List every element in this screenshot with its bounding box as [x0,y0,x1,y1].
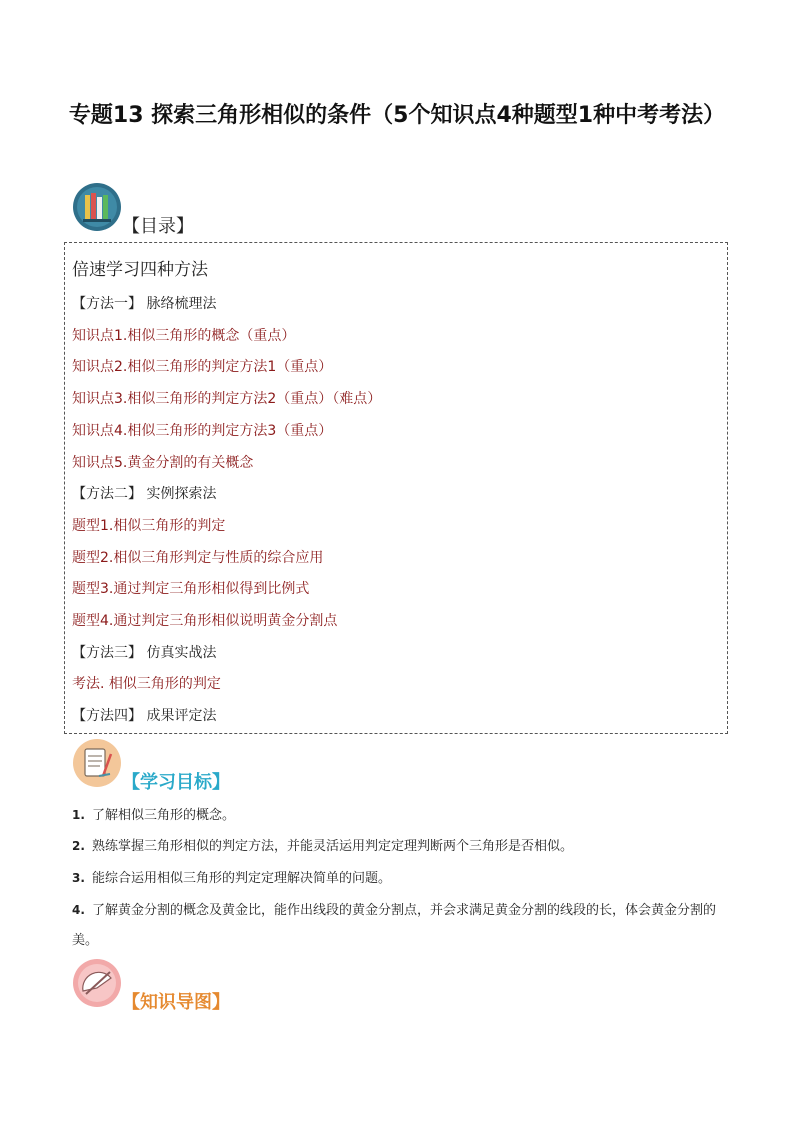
goal-item [72,800,732,831]
toc-link[interactable]: 知识点3.相似三角形的判定方法2（重点）（难点） [72,391,382,408]
toc-link[interactable]: 考法. 相似三角形的判定 [72,676,221,693]
books-icon [72,182,122,232]
goal-text: 了解相似三角形的概念。 [92,808,236,823]
toc-method-heading: 【方法四】 成果评定法 [72,708,217,725]
goal-number: 1. [72,808,85,822]
goal-text: 了解黄金分割的概念及黄金比，能作出线段的黄金分割点，并会求满足黄金分割的线段的长，体会黄金分割的美。 [72,903,717,948]
goal-item [72,863,732,894]
goal-text: 能综合运用相似三角形的判定定理解决简单的问题。 [92,871,392,886]
toc-link[interactable]: 题型3.通过判定三角形相似得到比例式 [72,581,310,598]
toc-label: 【目录】 [122,216,194,237]
goal-text: 熟练掌握三角形相似的判定方法，并能灵活运用判定定理判断两个三角形是否相似。 [92,839,574,854]
protractor-icon [72,958,122,1008]
goal-number: 3. [72,871,85,885]
goal-number: 4. [72,903,85,917]
toc-link[interactable]: 知识点1.相似三角形的概念（重点） [72,327,296,344]
toc-method-heading: 【方法三】 仿真实战法 [72,644,217,661]
toc-link[interactable]: 题型1.相似三角形的判定 [72,517,226,534]
toc-box [64,242,728,734]
map-label: 【知识导图】 [122,992,230,1013]
toc-link[interactable]: 题型4.通过判定三角形相似说明黄金分割点 [72,613,338,629]
toc-method-heading: 【方法二】 实例探索法 [72,486,217,503]
notebook-icon [72,738,122,788]
goal-item [72,831,732,862]
toc-link[interactable]: 知识点2.相似三角形的判定方法1（重点） [72,359,333,376]
goal-item [72,895,732,956]
page-title: 专题13 探索三角形相似的条件（5个知识点4种题型1种中考考法） [68,103,726,128]
toc-heading: 倍速学习四种方法 [72,260,208,280]
toc-link[interactable]: 知识点4.相似三角形的判定方法3（重点） [72,422,333,439]
goal-number: 2. [72,839,85,853]
toc-link[interactable]: 知识点5.黄金分割的有关概念 [72,454,254,471]
toc-link[interactable]: 题型2.相似三角形判定与性质的综合应用 [72,549,324,566]
goals-label: 【学习目标】 [122,772,230,793]
toc-method-heading: 【方法一】 脉络梳理法 [72,296,217,312]
